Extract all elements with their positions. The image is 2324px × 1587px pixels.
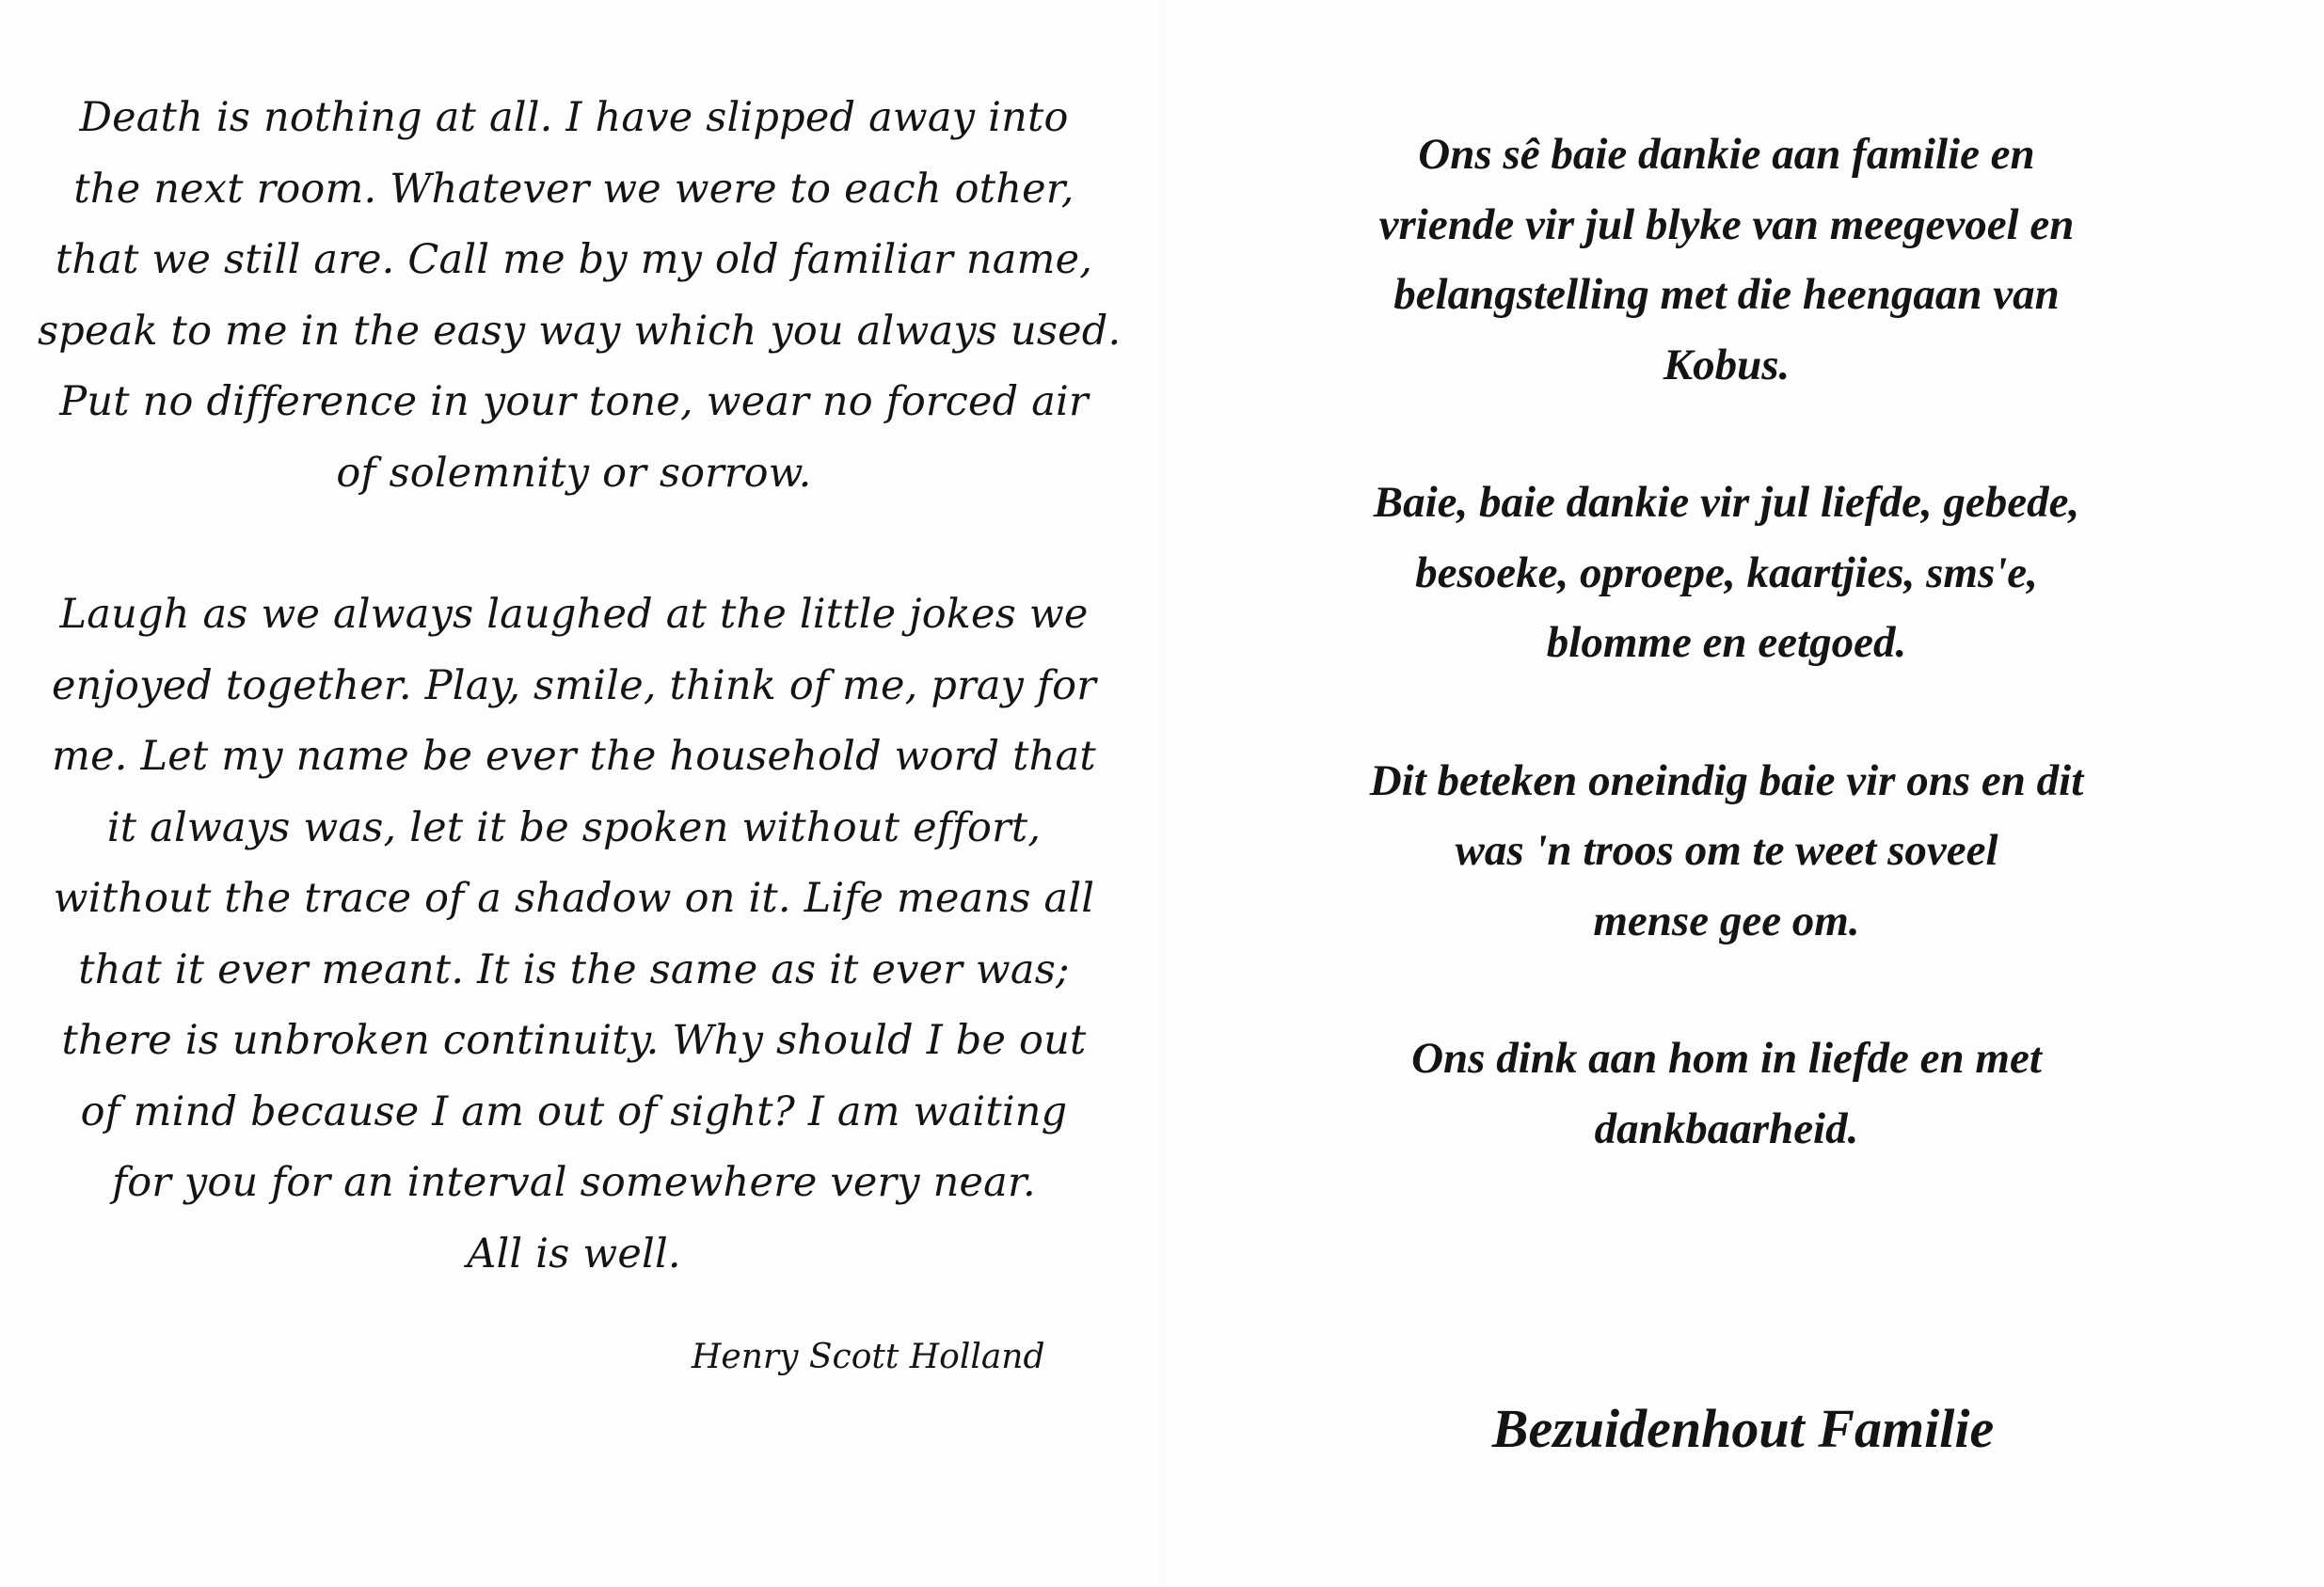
poem-text [38, 83, 1122, 1290]
poem-line: Death is nothing at all. I have slipped away into [79, 94, 1069, 141]
poem-line: there is unbroken continuity. Why should I be out [61, 1017, 1087, 1064]
thank-you-text [1209, 119, 2244, 1164]
thanks-line: Kobus. [1663, 340, 1791, 389]
thanks-line: belangstelling met die heengaan van [1393, 270, 2060, 319]
poem-stanza-1 [38, 83, 1122, 509]
poem-line: for you for an interval somewhere very near. [112, 1159, 1036, 1206]
thanks-paragraph-1 [1209, 119, 2244, 400]
poem-line: of mind because I am out of sight? I am waiting [80, 1087, 1068, 1135]
thanks-line: vriende vir jul blyke van meegevoel en [1378, 199, 2075, 249]
poem-line: me. Let my name be ever the household word that [52, 733, 1096, 780]
poem-line: All is well. [467, 1230, 681, 1278]
thanks-line: dankbaarheid. [1594, 1103, 1859, 1153]
poem-line: that it ever meant. It is the same as it ever was; [78, 945, 1070, 993]
right-page [1162, 0, 2324, 1587]
poem-line: Put no difference in your tone, wear no forced air [59, 378, 1089, 425]
stanza-spacer [38, 509, 1110, 579]
thanks-paragraph-2 [1209, 468, 2244, 678]
thanks-paragraph-3 [1209, 746, 2244, 957]
poem-author: Henry Scott Holland [692, 1338, 1045, 1376]
poem-line: it always was, let it be spoken without effort, [106, 803, 1042, 851]
thanks-line: Dit beteken oneindig baie vir ons en dit [1369, 755, 2084, 805]
thanks-line: Ons sê baie dankie aan familie en [1418, 130, 2035, 179]
poem-line: that we still are. Call me by my old familiar name, [55, 236, 1093, 283]
thanks-paragraph-4 [1209, 1024, 2244, 1164]
thanks-line: was 'n troos om te weet soveel [1455, 826, 1998, 875]
poem-line: speak to me in the easy way which you always used. [38, 307, 1122, 355]
poem-line: enjoyed together. Play, smile, think of me, pray for [51, 661, 1096, 709]
poem-stanza-2 [38, 579, 1110, 1290]
family-signature: Bezuidenhout Familie [1491, 1398, 1995, 1459]
paragraph-spacer [1209, 400, 2244, 468]
thanks-line: Baie, baie dankie vir jul liefde, gebede, [1373, 478, 2080, 527]
poem-line: of solemnity or sorrow. [336, 449, 812, 497]
paragraph-spacer [1209, 678, 2244, 746]
thanks-line: blomme en eetgoed. [1546, 618, 1907, 667]
paragraph-spacer [1209, 956, 2244, 1024]
thanks-line: besoeke, oproepe, kaartjies, sms'e, [1415, 548, 2038, 597]
poem-line: without the trace of a shadow on it. Life means all [53, 875, 1095, 922]
poem-line: Laugh as we always laughed at the little jokes we [59, 591, 1089, 638]
thanks-line: mense gee om. [1593, 896, 1860, 945]
poem-line: the next room. Whatever we were to each other, [73, 165, 1074, 213]
thanks-line: Ons dink aan hom in liefde en met [1411, 1034, 2042, 1083]
